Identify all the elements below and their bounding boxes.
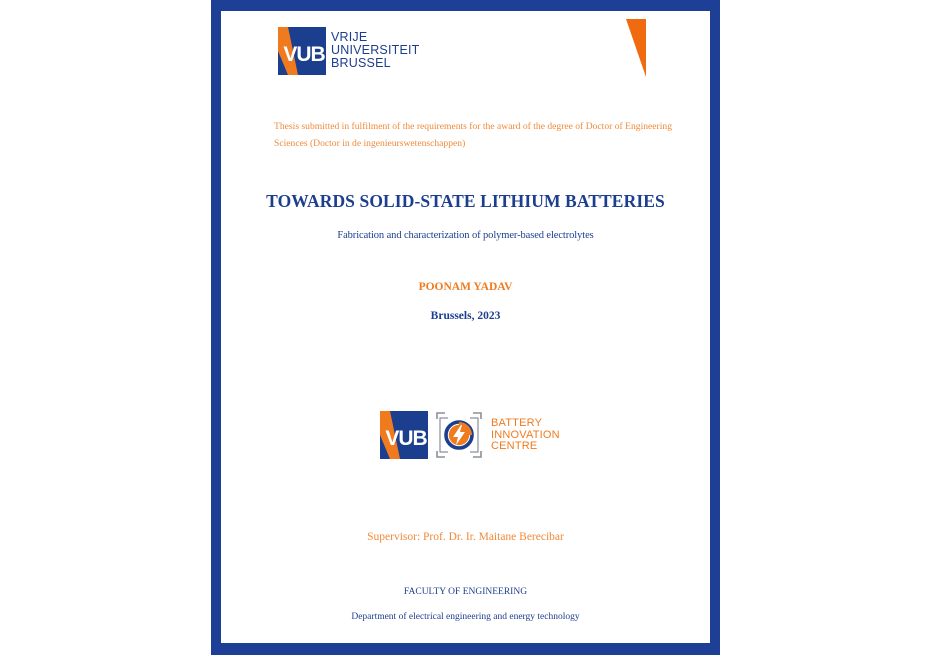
thesis-cover-border	[211, 0, 720, 655]
thesis-cover-page	[221, 11, 710, 643]
bic-line-2: INNOVATION	[491, 428, 560, 441]
submission-statement: Thesis submitted in fulfilment of the requirements for the award of the degree of Doctor of Engineering Sciences (Doctor in de ingenieurswetenschappen)	[274, 121, 673, 149]
vub-wordmark-line-2: UNIVERSITEIT	[331, 43, 420, 57]
lightning-bolt-icon	[435, 411, 483, 459]
vub-logo	[267, 27, 420, 75]
bic-wordmark	[491, 418, 560, 453]
bic-line-3: CENTRE	[491, 440, 538, 452]
bic-line-1: BATTERY	[491, 417, 543, 429]
thesis-title: TOWARDS SOLID-STATE LITHIUM BATTERIES	[266, 191, 665, 211]
department: Department of electrical engineering and energy technology	[351, 612, 580, 622]
vub-wordmark-line-3: BRUSSEL	[331, 56, 391, 70]
vub-wordmark	[331, 31, 420, 70]
place-and-year: Brussels, 2023	[430, 310, 501, 322]
faculty: FACULTY OF ENGINEERING	[403, 587, 528, 597]
supervisor: Supervisor: Prof. Dr. Ir. Maitane Berecibar	[367, 531, 564, 543]
vub-badge	[278, 27, 326, 75]
partner-logos	[380, 411, 570, 461]
vub-wordmark-line-1: VRIJE	[331, 30, 368, 44]
orange-triangle-flag-icon	[626, 19, 648, 77]
vub-small-logo	[380, 411, 428, 459]
thesis-subtitle: Fabrication and characterization of polymer-based electrolytes	[337, 230, 594, 241]
vub-small-badge-text: VUB	[385, 427, 427, 450]
author-name: POONAM YADAV	[418, 281, 513, 293]
vub-badge-text: VUB	[283, 43, 325, 66]
